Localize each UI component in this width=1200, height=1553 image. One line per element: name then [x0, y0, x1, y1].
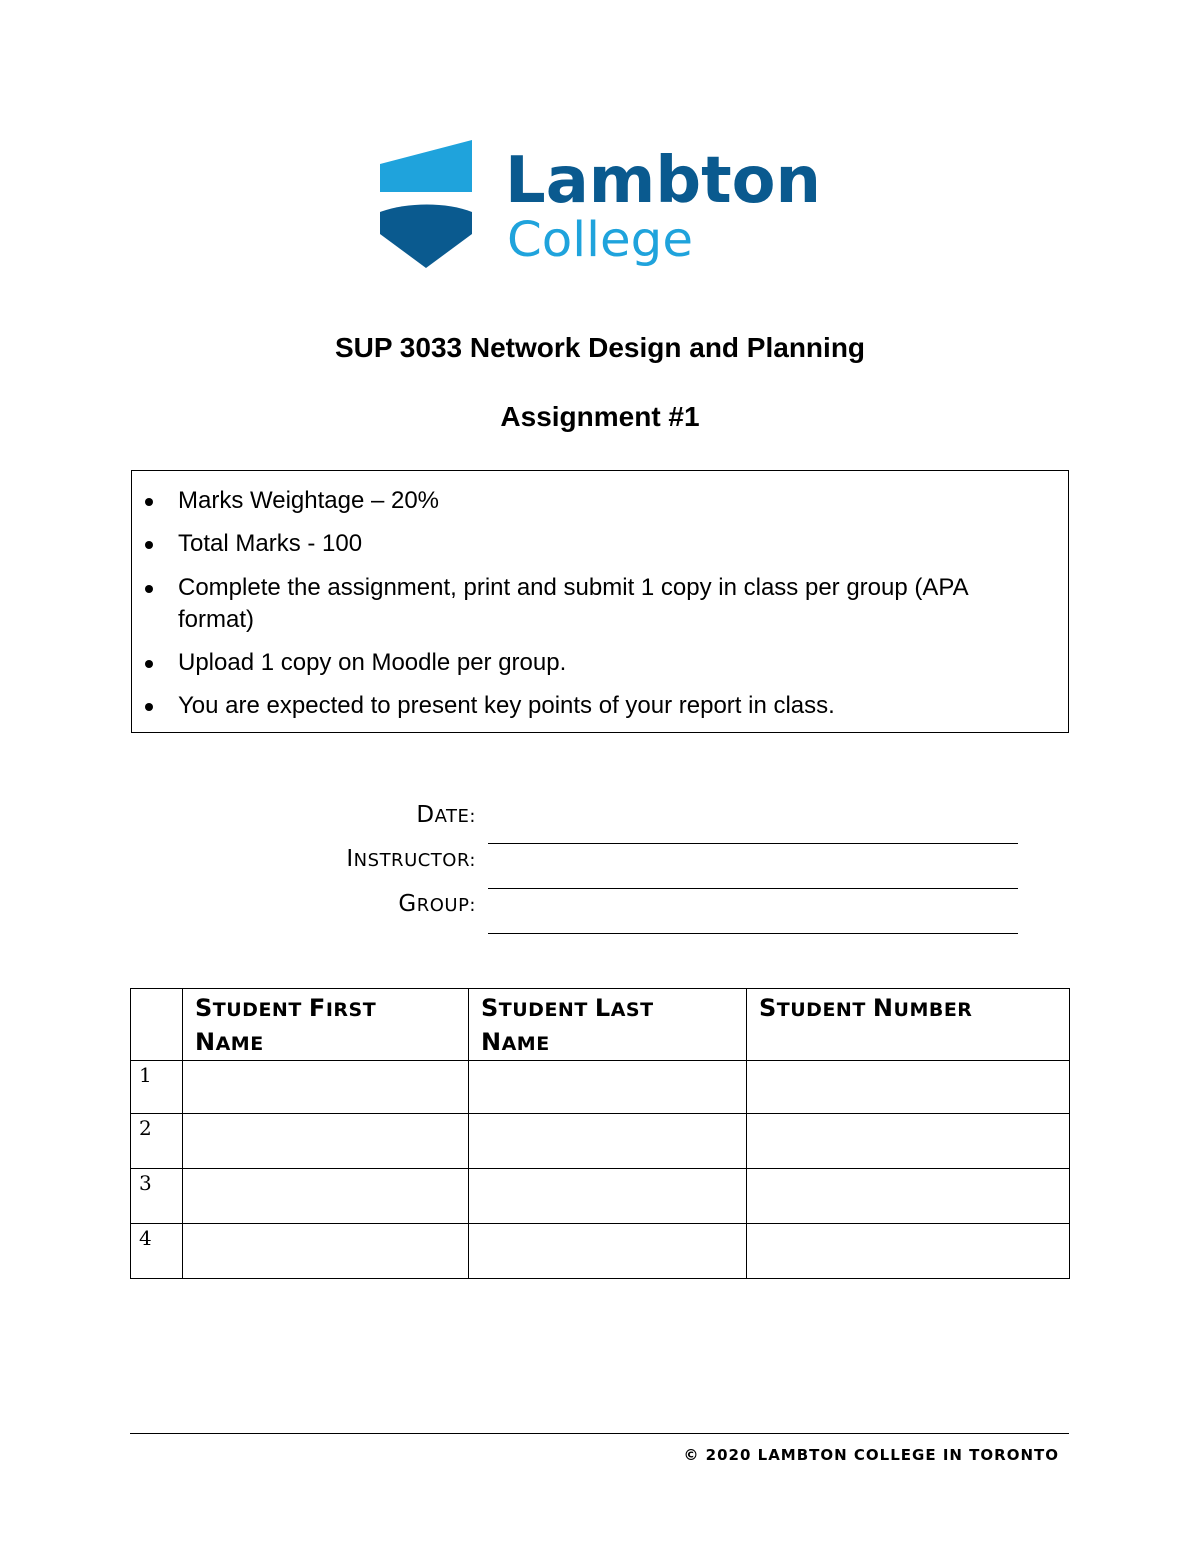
- group-label: GROUP:: [398, 891, 476, 917]
- students-table: [130, 988, 1070, 1279]
- lambton-college-logo: [377, 138, 827, 274]
- instructions-box: [131, 470, 1069, 733]
- table-header-row: [131, 989, 1070, 1061]
- first-name-cell[interactable]: [183, 1224, 469, 1279]
- instruction-item: Complete the assignment, print and submit 1 copy in class per group (APA format): [178, 572, 1048, 636]
- student-number-cell[interactable]: [747, 1114, 1070, 1169]
- logo-college-text: College: [507, 212, 693, 268]
- table-row: [131, 1114, 1070, 1169]
- last-name-cell[interactable]: [469, 1169, 747, 1224]
- first-name-cell[interactable]: [183, 1114, 469, 1169]
- header-student-number: STUDENT NUMBER: [747, 989, 1070, 1061]
- date-field[interactable]: [488, 843, 1018, 844]
- header-first-name: STUDENT FIRST NAME: [183, 989, 469, 1061]
- last-name-cell[interactable]: [469, 1061, 747, 1114]
- header-last-name: STUDENT LAST NAME: [469, 989, 747, 1061]
- group-field[interactable]: [488, 933, 1018, 934]
- first-name-cell[interactable]: [183, 1169, 469, 1224]
- footer-divider: [130, 1433, 1069, 1434]
- last-name-cell[interactable]: [469, 1114, 747, 1169]
- logo-shield-bottom: [380, 205, 472, 269]
- row-number: 2: [131, 1114, 183, 1169]
- instructor-field[interactable]: [488, 888, 1018, 889]
- instruction-item: Marks Weightage – 20%: [178, 485, 1048, 517]
- date-label: DATE:: [416, 802, 476, 828]
- instruction-item: You are expected to present key points of your report in class.: [178, 690, 1048, 722]
- course-title: SUP 3033 Network Design and Planning: [334, 332, 866, 363]
- table-row: [131, 1224, 1070, 1279]
- student-number-cell[interactable]: [747, 1061, 1070, 1114]
- header-number: [131, 989, 183, 1061]
- student-number-cell[interactable]: [747, 1169, 1070, 1224]
- instruction-item: Upload 1 copy on Moodle per group.: [178, 647, 1048, 679]
- row-number: 3: [131, 1169, 183, 1224]
- student-number-cell[interactable]: [747, 1224, 1070, 1279]
- table-row: [131, 1061, 1070, 1114]
- assignment-title: Assignment #1: [500, 401, 700, 432]
- logo-lambton-text: Lambton: [505, 144, 821, 218]
- logo-shield-top: [380, 140, 472, 192]
- footer-copyright: © 2020 LAMBTON COLLEGE IN TORONTO: [683, 1446, 1059, 1464]
- row-number: 4: [131, 1224, 183, 1279]
- instructor-label: INSTRUCTOR:: [346, 846, 476, 872]
- row-number: 1: [131, 1061, 183, 1114]
- last-name-cell[interactable]: [469, 1224, 747, 1279]
- table-row: [131, 1169, 1070, 1224]
- instruction-item: Total Marks - 100: [178, 528, 1048, 560]
- first-name-cell[interactable]: [183, 1061, 469, 1114]
